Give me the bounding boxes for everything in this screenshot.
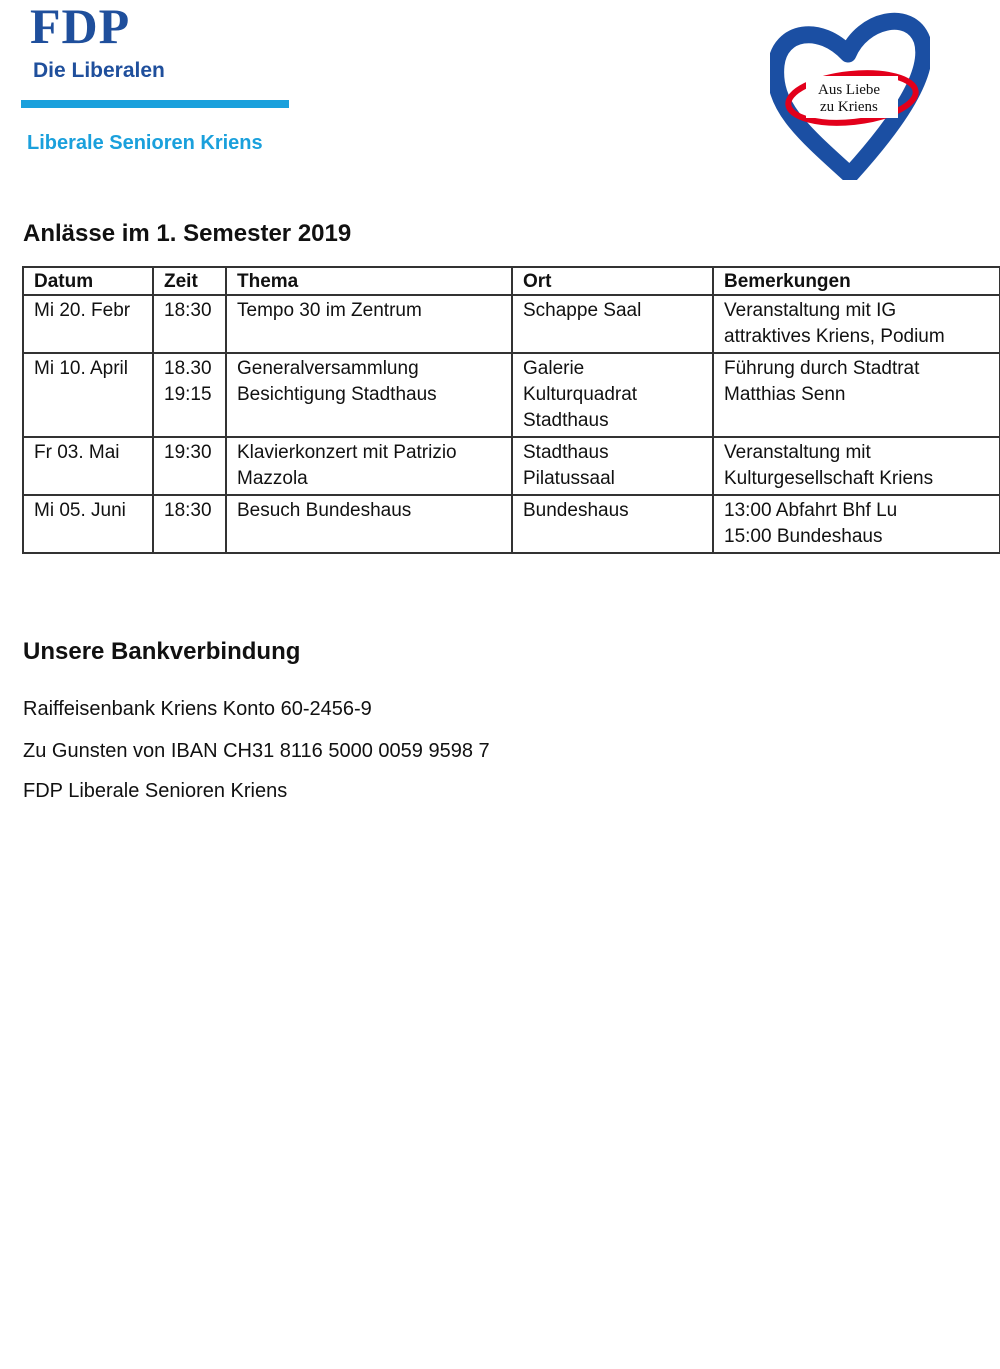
table-row	[23, 495, 1000, 553]
table-row	[23, 437, 1000, 495]
column-header-zeit: Zeit	[153, 267, 226, 295]
cell-zeit: 18.30 19:15	[153, 353, 226, 437]
table-row	[23, 353, 1000, 437]
cell-bemerkungen: 13:00 Abfahrt Bhf Lu 15:00 Bundeshaus	[713, 495, 1000, 553]
cell-thema: Besuch Bundeshaus	[226, 495, 512, 553]
cell-ort: Schappe Saal	[512, 295, 713, 353]
cell-zeit: 18:30	[153, 295, 226, 353]
cell-ort: Stadthaus Pilatussaal	[512, 437, 713, 495]
column-header-ort: Ort	[512, 267, 713, 295]
brand-subtitle: Die Liberalen	[33, 59, 165, 82]
column-header-thema: Thema	[226, 267, 512, 295]
table-row	[23, 295, 1000, 353]
logo-text-line-2: zu Kriens	[820, 99, 878, 115]
cell-datum: Mi 10. April	[23, 353, 153, 437]
bank-title: Unsere Bankverbindung	[23, 638, 301, 665]
heart-logo-icon	[770, 10, 930, 180]
bank-beneficiary-line: FDP Liberale Senioren Kriens	[23, 780, 288, 802]
events-title: Anlässe im 1. Semester 2019	[23, 220, 352, 247]
logo-text-line-1: Aus Liebe	[818, 82, 881, 98]
column-header-bemerkungen: Bemerkungen	[713, 267, 1000, 295]
events-table	[22, 266, 1000, 554]
brand-name: FDP	[30, 0, 131, 54]
table-header-row	[23, 267, 1000, 295]
cell-bemerkungen: Veranstaltung mit IG attraktives Kriens, Podium	[713, 295, 1000, 353]
cell-ort: Bundeshaus	[512, 495, 713, 553]
cell-zeit: 19:30	[153, 437, 226, 495]
cell-datum: Mi 05. Juni	[23, 495, 153, 553]
cell-ort: Galerie Kulturquadrat Stadthaus	[512, 353, 713, 437]
bank-account-line: Raiffeisenbank Kriens Konto 60-2456-9	[23, 698, 372, 720]
cell-bemerkungen: Veranstaltung mit Kulturgesellschaft Kriens	[713, 437, 1000, 495]
cell-thema: Generalversammlung Besichtigung Stadthaus	[226, 353, 512, 437]
cell-thema: Tempo 30 im Zentrum	[226, 295, 512, 353]
cell-datum: Fr 03. Mai	[23, 437, 153, 495]
brand-divider	[21, 100, 289, 108]
column-header-datum: Datum	[23, 267, 153, 295]
group-name: Liberale Senioren Kriens	[27, 132, 263, 154]
bank-iban-line: Zu Gunsten von IBAN CH31 8116 5000 0059 9598 7	[23, 740, 490, 762]
cell-zeit: 18:30	[153, 495, 226, 553]
cell-thema: Klavierkonzert mit Patrizio Mazzola	[226, 437, 512, 495]
cell-datum: Mi 20. Febr	[23, 295, 153, 353]
cell-bemerkungen: Führung durch Stadtrat Matthias Senn	[713, 353, 1000, 437]
